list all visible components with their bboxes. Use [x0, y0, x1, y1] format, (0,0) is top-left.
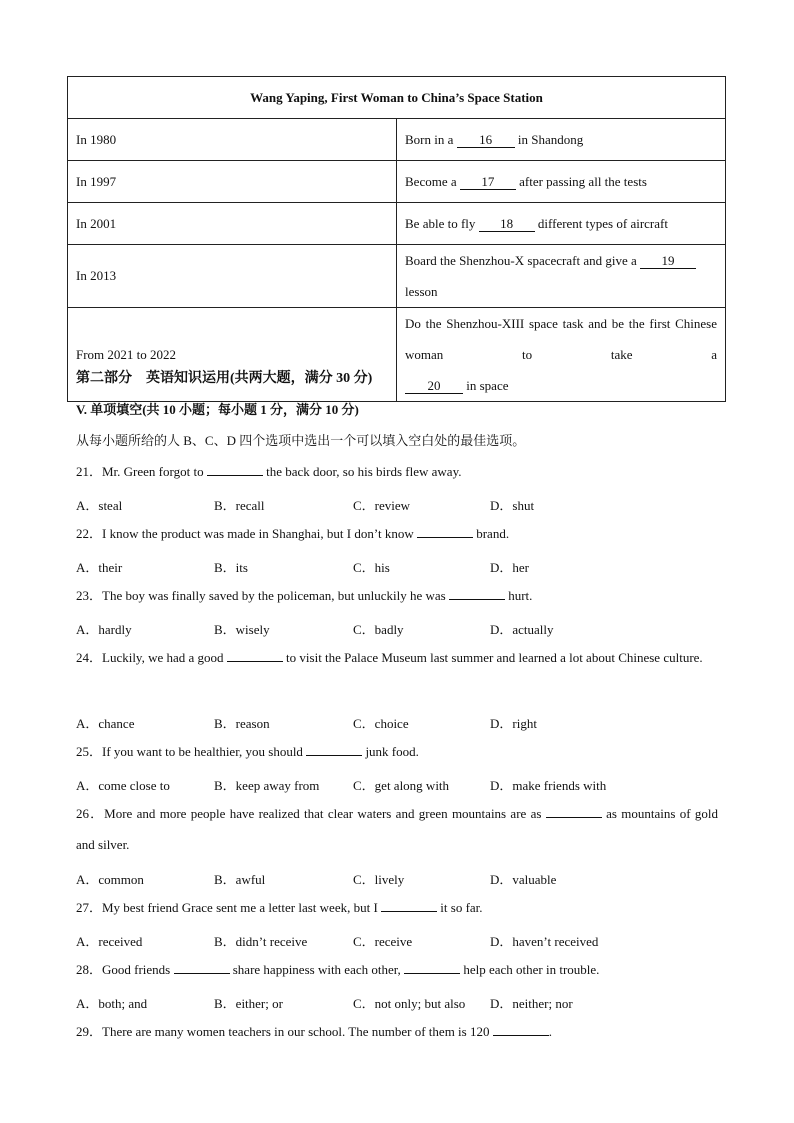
- question-text: 28．Good friends: [76, 962, 171, 977]
- options-24: [76, 713, 718, 733]
- answer-blank[interactable]: [207, 463, 263, 476]
- table-row: [68, 308, 726, 402]
- blank-number: 17: [460, 175, 516, 190]
- question-text: junk food.: [365, 744, 419, 759]
- question-24: [76, 642, 718, 673]
- answer-blank[interactable]: [493, 1023, 549, 1036]
- section-subtitle: V. 单项填空(共 10 小题；每小题 1 分，满分 10 分): [76, 402, 359, 417]
- options-25: [76, 775, 718, 795]
- row-event: [397, 203, 726, 245]
- question-text: brand.: [476, 526, 510, 541]
- blank-number: 19: [640, 254, 696, 269]
- question-text: it so far.: [440, 900, 483, 915]
- option-b[interactable]: B．recall: [214, 498, 265, 513]
- option-a[interactable]: A．both; and: [76, 996, 148, 1011]
- question-text: hurt.: [508, 588, 533, 603]
- option-c[interactable]: C．receive: [353, 934, 413, 949]
- option-c[interactable]: C．not only; but also: [353, 996, 466, 1011]
- question-text: 24．Luckily, we had a good: [76, 650, 224, 665]
- option-b[interactable]: B．its: [214, 560, 248, 575]
- question-text: help each other in trouble.: [463, 962, 600, 977]
- option-a[interactable]: A．come close to: [76, 778, 170, 793]
- blank-number: 16: [457, 133, 515, 148]
- question-text: 29．There are many women teachers in our school. The number of them is 120: [76, 1024, 490, 1039]
- answer-blank[interactable]: [417, 525, 473, 538]
- option-c[interactable]: C．get along with: [353, 778, 450, 793]
- event-line: [405, 370, 717, 401]
- event-text: lesson: [405, 284, 438, 299]
- option-a[interactable]: A．common: [76, 872, 144, 887]
- options-26: [76, 869, 718, 889]
- table-header-row: [68, 77, 726, 119]
- table-row: [68, 203, 726, 245]
- answer-blank[interactable]: [381, 899, 437, 912]
- option-a[interactable]: A．their: [76, 560, 123, 575]
- timeline-table: [67, 76, 726, 402]
- question-text: as mountains of gold and silver.: [76, 806, 719, 852]
- options-21: [76, 495, 718, 515]
- option-b[interactable]: B．wisely: [214, 622, 270, 637]
- option-d[interactable]: D．her: [490, 560, 529, 575]
- question-21: [76, 456, 718, 487]
- event-text: after passing all the tests: [519, 174, 647, 189]
- answer-blank[interactable]: [546, 805, 602, 818]
- event-text: Be able to fly: [405, 216, 476, 231]
- question-text: 21．Mr. Green forgot to: [76, 464, 204, 479]
- option-a[interactable]: A．steal: [76, 498, 123, 513]
- option-c[interactable]: C．badly: [353, 622, 404, 637]
- answer-blank[interactable]: [449, 587, 505, 600]
- blank-number: 20: [405, 379, 463, 394]
- question-29: [76, 1016, 718, 1047]
- row-year: In 1997: [68, 161, 397, 203]
- table-title: Wang Yaping, First Woman to China’s Space Station: [68, 77, 726, 119]
- row-event: [397, 245, 726, 308]
- row-year: In 2001: [68, 203, 397, 245]
- option-c[interactable]: C．lively: [353, 872, 405, 887]
- question-23: [76, 580, 718, 611]
- option-d[interactable]: D．make friends with: [490, 778, 607, 793]
- event-text: in space: [466, 378, 509, 393]
- row-year: In 2013: [68, 245, 397, 308]
- event-text: Become a: [405, 174, 457, 189]
- row-event: [397, 308, 726, 402]
- option-b[interactable]: B．awful: [214, 872, 266, 887]
- event-text: in Shandong: [517, 132, 584, 147]
- option-c[interactable]: C．choice: [353, 716, 409, 731]
- option-a[interactable]: A．hardly: [76, 622, 132, 637]
- option-d[interactable]: D．actually: [490, 622, 554, 637]
- option-a[interactable]: A．received: [76, 934, 143, 949]
- question-text: 23．The boy was finally saved by the policeman, but unluckily he was: [76, 588, 446, 603]
- answer-blank[interactable]: [174, 961, 230, 974]
- options-23: [76, 619, 718, 639]
- option-b[interactable]: B．didn’t receive: [214, 934, 308, 949]
- table-row: [68, 119, 726, 161]
- question-text: the back door, so his birds flew away.: [266, 464, 462, 479]
- question-text: share happiness with each other,: [232, 962, 401, 977]
- answer-blank[interactable]: [404, 961, 460, 974]
- section-instruction: 从每小题所给的人 B、C、D 四个选项中选出一个可以填入空白处的最佳选项。: [76, 433, 526, 448]
- option-b[interactable]: B．keep away from: [214, 778, 320, 793]
- question-text: 27．My best friend Grace sent me a letter last week, but I: [76, 900, 378, 915]
- options-27: [76, 931, 718, 951]
- option-a[interactable]: A．chance: [76, 716, 135, 731]
- option-d[interactable]: D．valuable: [490, 872, 557, 887]
- question-text: 26．More and more people have realized that clear waters and green mountains are as: [76, 806, 542, 821]
- question-26: [76, 798, 718, 860]
- section-title: 第二部分 英语知识运用(共两大题，满分 30 分): [76, 371, 373, 386]
- event-text: Do the Shenzhou-XIII space task and be the first Chinese woman to take a: [405, 316, 717, 362]
- option-b[interactable]: B．either; or: [214, 996, 283, 1011]
- answer-blank[interactable]: [306, 743, 362, 756]
- answer-blank[interactable]: [227, 649, 283, 662]
- question-22: [76, 518, 718, 549]
- question-text: 22．I know the product was made in Shanghai, but I don’t know: [76, 526, 414, 541]
- row-year: From 2021 to 2022: [68, 308, 397, 402]
- row-year: In 1980: [68, 119, 397, 161]
- question-text: to visit the Palace Museum last summer and learned a lot about Chinese culture.: [286, 650, 703, 665]
- question-28: [76, 954, 718, 985]
- row-event: [397, 161, 726, 203]
- event-text: Born in a: [405, 132, 454, 147]
- question-text: 25．If you want to be healthier, you should: [76, 744, 303, 759]
- options-28: [76, 993, 718, 1013]
- options-22: [76, 557, 718, 577]
- question-25: [76, 736, 718, 767]
- option-b[interactable]: B．reason: [214, 716, 270, 731]
- option-d[interactable]: D．neither; nor: [490, 996, 573, 1011]
- option-d[interactable]: D．shut: [490, 498, 535, 513]
- option-c[interactable]: C．review: [353, 498, 411, 513]
- event-text: different types of aircraft: [537, 216, 668, 231]
- table-row: [68, 245, 726, 308]
- event-text: Board the Shenzhou-X spacecraft and give a: [405, 253, 637, 268]
- question-27: [76, 892, 718, 923]
- question-text: .: [548, 1024, 552, 1039]
- table-row: [68, 161, 726, 203]
- row-event: [397, 119, 726, 161]
- option-d[interactable]: D．haven’t received: [490, 934, 599, 949]
- option-c[interactable]: C．his: [353, 560, 390, 575]
- blank-number: 18: [479, 217, 535, 232]
- option-d[interactable]: D．right: [490, 716, 537, 731]
